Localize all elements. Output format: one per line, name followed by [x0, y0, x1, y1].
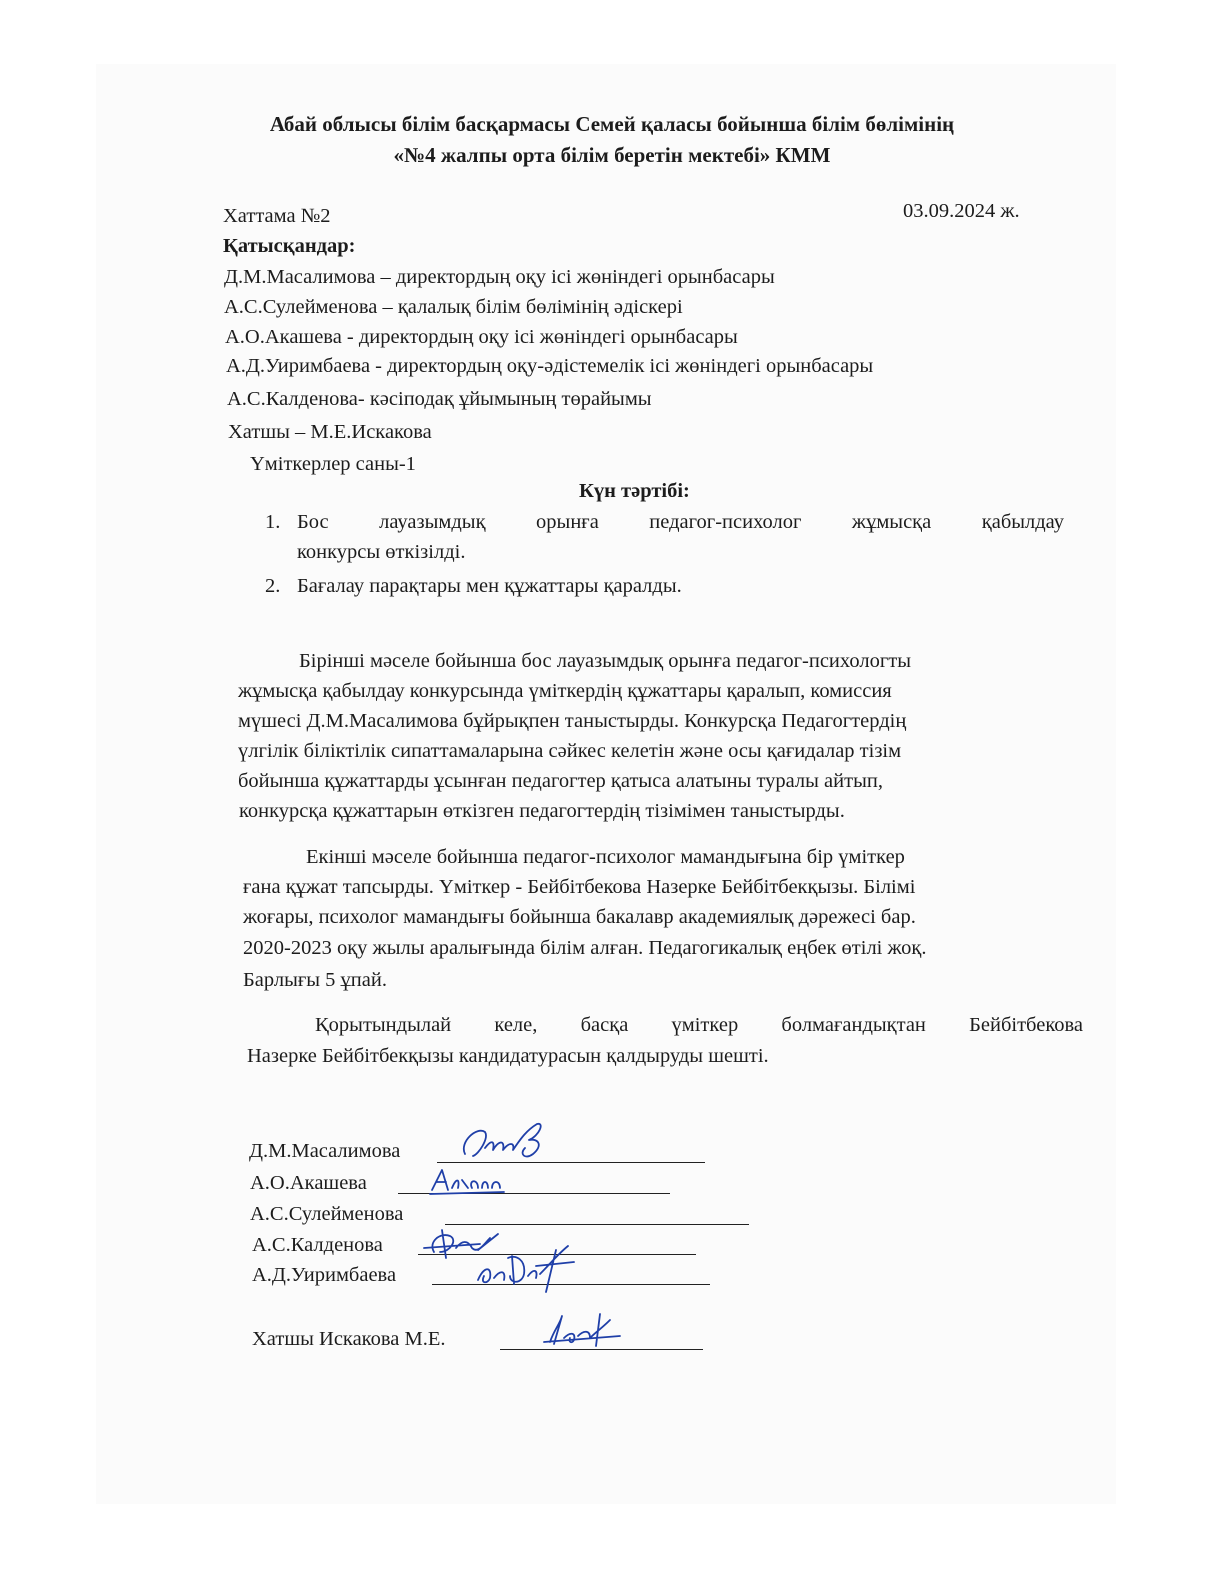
signatory-name: А.С.Калденова — [252, 1234, 383, 1256]
participant-item: А.О.Акашева - директордың оқу ісі жөніндегі орынбасары — [225, 326, 738, 348]
agenda-item-text-cont: конкурсы өткізілді. — [297, 541, 466, 563]
participant-item: Д.М.Масалимова – директордың оқу ісі жөніндегі орынбасары — [224, 266, 775, 288]
protocol-title: Хаттама №2 — [223, 205, 331, 227]
header-organization-line: Абай облысы білім басқармасы Семей қаласы бойынша білім бөлімінің — [269, 112, 955, 136]
secretary-signatory: Хатшы Искакова М.Е. — [252, 1328, 446, 1350]
handwritten-signature — [455, 1118, 555, 1164]
participant-item: А.Д.Уиримбаева - директордың оқу-әдістемелік ісі жөніндегі орынбасары — [226, 355, 874, 377]
candidates-count: Үміткерлер саны-1 — [250, 453, 416, 475]
paragraph-line: ғана құжат тапсырды. Үміткер - Бейбітбекова Назерке Бейбітбекқызы. Білімі — [243, 876, 916, 898]
agenda-item-number: 1. — [265, 511, 281, 533]
agenda-item-text: Бос лауазымдық орынға педагог-психолог жұмысқа қабылдау — [297, 511, 1064, 533]
paragraph-line: мүшесі Д.М.Масалимова бұйрықпен таныстырды. Конкурсқа Педагогтердің — [238, 710, 907, 732]
paragraph-line: жұмысқа қабылдау конкурсында үміткердің құжаттары қаралып, комиссия — [238, 680, 892, 702]
signatory-name: А.О.Акашева — [250, 1172, 367, 1194]
paragraph-line: 2020-2023 оқу жылы аралығында білім алған. Педагогикалық еңбек өтілі жоқ. — [243, 937, 927, 959]
agenda-item-number: 2. — [265, 575, 281, 597]
paragraph-line: Барлығы 5 ұпай. — [243, 969, 387, 991]
agenda-heading: Күн тәртібі: — [579, 480, 690, 502]
handwritten-signature — [428, 1164, 508, 1196]
paragraph-line: Бірінші мәселе бойынша бос лауазымдық орынға педагог-психологты — [299, 650, 911, 672]
paragraph-line: Назерке Бейбітбекқызы кандидатурасын қалдыруды шешті. — [247, 1045, 769, 1067]
signatory-name: А.С.Сулейменова — [250, 1203, 404, 1225]
participant-item: А.С.Калденова- кәсіподақ ұйымының төрайымы — [227, 388, 652, 410]
paragraph-line: конкурсқа құжаттарын өткізген педагогтердің тізімімен таныстырды. — [239, 800, 845, 822]
participants-heading: Қатысқандар: — [223, 235, 356, 257]
signatory-name: Д.М.Масалимова — [249, 1140, 401, 1162]
paragraph-line: үлгілік біліктілік сипаттамаларына сәйкес келетін және осы қағидалар тізім — [238, 740, 902, 762]
participant-item: А.С.Сулейменова – қалалық білім бөлімінің әдіскері — [224, 296, 683, 318]
signatory-name: А.Д.Уиримбаева — [252, 1264, 397, 1286]
paragraph-line: Екінші мәселе бойынша педагог-психолог мамандығына бір үміткер — [306, 846, 905, 868]
handwritten-signature — [540, 1306, 630, 1352]
paragraph-line: жоғары, психолог мамандығы бойынша бакалавр академиялық дәрежесі бар. — [243, 906, 916, 928]
paragraph-line: Қорытындылай келе, басқа үміткер болмағандықтан Бейбітбекова — [315, 1014, 1083, 1036]
handwritten-signature — [470, 1240, 580, 1296]
paragraph-line: бойынша құжаттарды ұсынған педагогтер қатыса алатыны туралы айтып, — [238, 770, 883, 792]
agenda-item-text: Бағалау парақтары мен құжаттары қаралды. — [297, 575, 682, 597]
header-school-line: «№4 жалпы орта білім беретін мектебі» КММ — [393, 143, 831, 167]
protocol-date: 03.09.2024 ж. — [903, 200, 1020, 222]
secretary-line: Хатшы – М.Е.Искакова — [228, 421, 432, 443]
